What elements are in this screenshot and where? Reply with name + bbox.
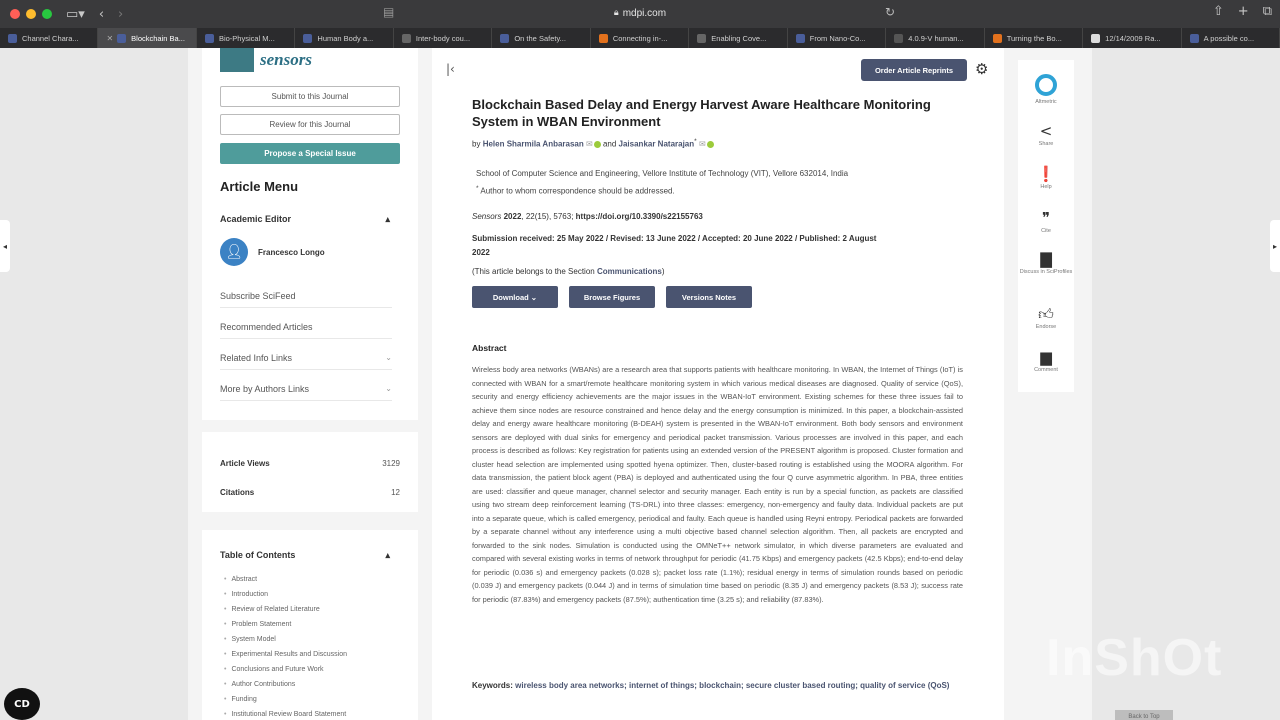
favicon-icon: [599, 34, 608, 43]
favicon-icon: [205, 34, 214, 43]
article-stats-panel: [202, 432, 418, 512]
tab-label: Blockchain Ba...: [131, 33, 185, 43]
abstract-text: Wireless body area networks (WBANs) are a research area that supports patients with healthcare monitoring. In WBAN, the Internet of Things (IoT) is connected with WBAN for a smart/remote healthcare monitoring system in which various medical diseases are diagnosed. Quality of service (QoS), security and energy efficiency achievements are the major issues in the WBAN-IoT environment. Existing schemes for these three issues fail to achieve them since nodes are resource constrained and hence delay and the energy consumption is minimized. In this paper, a blockchain-assisted delay and energy aware healthcare monitoring (B-DEAH) system is presented in the WBAN-IoT environment. Both body sensors and environment sensors are deployed with dual sinks for emergency and periodical packet transmission. Various processes are involved in this paper, and each process is described as follows: Key registration for patients using an extended version of the PRESENT algorithm is proposed. Cluster formation and cluster head selection are implemented using spotted hyena optimizer. Then, cluster-based routing is established using the MOORA algorithm. For data transmission, the patient block agent (PBA) is deployed and authenticated using the four Q curve asymmetric algorithm. In PBA, three entities are used: classifier and queue manager, channel selector and security manager. Each entity is run by a special function, as packets are classified using two stream deep reinforcement learning (TS-DRL) into three classes: emergency, non-emergency and faulty data. Individual packets are put into a separate queue, which is called emergency, periodical and faulty. Each queue is handled using Reyni entropy. Periodical packets are forwarded by a separate channel without any interference using a multi objective based channel selection algorithm. Then, all packets are encrypted and forwarded to the sink nodes. Simulation is conducted using the OMNeT++ network simulator, in which diverse parameters are evaluated and compared with several existing works in terms of network throughput for periodic (41.75 Kbps) and emergency packets (42.5 Kbps); end-to-end delay for periodic (0.036 s) and emergency packets (0.028 s); packet loss rate (1.1%); residual energy in terms of simulation rounds based on periodic (0.039 J) and emergency packets (0.044 J) and in terms of simulation time based on periodic (8.35 J) and emergency packets (8.53 J); success rate for periodic (87.83%) and emergency packets (87.5%); authentication time (3.25 s); and reliability (87.83%).: [472, 365, 963, 604]
cite-button[interactable]: [1018, 209, 1074, 235]
views-value: 3129: [382, 459, 400, 468]
discuss-button[interactable]: [1018, 250, 1074, 276]
tab-overview-icon[interactable]: ⧉: [1262, 4, 1272, 19]
browser-tab[interactable]: [1083, 28, 1181, 48]
favicon-icon: [993, 34, 1002, 43]
toc-item[interactable]: • Introduction: [224, 591, 268, 598]
tab-label: Enabling Cove...: [711, 33, 767, 43]
tab-label: 4.0.9-V human...: [908, 33, 964, 43]
window-controls: [10, 9, 52, 19]
editor-name: Francesco Longo: [258, 247, 325, 257]
back-to-top-button[interactable]: Back to Top: [1115, 710, 1173, 720]
review-journal-button[interactable]: Review for this Journal: [220, 114, 400, 135]
citation-line: [472, 212, 703, 221]
doi-link[interactable]: https://doi.org/10.3390/s22155763: [575, 212, 703, 221]
logo-text: sensors: [260, 50, 312, 69]
table-of-contents-panel: [202, 530, 418, 720]
browser-tab[interactable]: [985, 28, 1083, 48]
tab-label: Turning the Bo...: [1006, 33, 1062, 43]
sidebar-link-label: More by Authors Links: [220, 383, 310, 394]
abstract-heading: Abstract: [472, 343, 507, 353]
chevron-down-icon: ⌄: [385, 384, 392, 393]
corresponding-mark: *: [694, 138, 697, 145]
section-prefix: (This article belongs to the Section: [472, 267, 595, 276]
favicon-icon: [796, 34, 805, 43]
tool-label: Altmetric: [1035, 99, 1057, 105]
correspondence-note: Author to whom correspondence should be addressed.: [480, 186, 675, 196]
browser-tab[interactable]: [295, 28, 393, 48]
browser-tab[interactable]: [492, 28, 590, 48]
tool-label: Discuss in SciProfiles: [1019, 269, 1073, 275]
screen-recorder-icon[interactable]: CD: [4, 688, 40, 720]
tool-label: Endorse: [1035, 324, 1057, 330]
tab-label: Inter-body cou...: [415, 33, 471, 43]
altmetric-button[interactable]: [1018, 74, 1074, 106]
chevron-up-icon: ▴: [385, 550, 390, 560]
tool-label: Cite: [1041, 228, 1051, 234]
gear-icon[interactable]: ⚙: [975, 60, 989, 78]
publication-dates: Submission received: 25 May 2022 / Revised: 13 June 2022 / Accepted: 20 June 2022 / Published: 2 August 2022: [472, 234, 877, 257]
toc-item[interactable]: • Institutional Review Board Statement: [224, 711, 346, 718]
favicon-icon: [402, 34, 411, 43]
toc-item[interactable]: • System Model: [224, 636, 276, 643]
toc-item[interactable]: • Author Contributions: [224, 681, 295, 688]
favicon-icon: [697, 34, 706, 43]
toc-item[interactable]: • Problem Statement: [224, 621, 291, 628]
citations-stat[interactable]: [220, 488, 400, 497]
lock-icon: 🔒︎: [613, 8, 619, 18]
mail-icon[interactable]: ✉: [698, 139, 706, 149]
journal-name[interactable]: Sensors: [472, 212, 502, 221]
endorse-icon: 👍︎: [1038, 305, 1054, 323]
minimize-window-button[interactable]: [26, 9, 36, 19]
author-link[interactable]: Jaisankar Natarajan: [618, 139, 695, 149]
reader-icon[interactable]: ▤: [383, 5, 395, 19]
affiliation-block: [476, 166, 848, 199]
toc-item[interactable]: • Abstract: [224, 576, 257, 583]
tab-label: Human Body a...: [317, 33, 374, 43]
sidebar-link-label: Recommended Articles: [220, 321, 313, 332]
article-views-stat: [220, 459, 400, 468]
altmetric-icon: [1018, 74, 1074, 98]
author-line: [472, 138, 714, 149]
maximize-window-button[interactable]: [42, 9, 52, 19]
browser-tab[interactable]: [1182, 28, 1280, 48]
back-arrow-icon[interactable]: ‹: [98, 6, 105, 22]
share-icon: <: [1039, 122, 1053, 140]
avatar-icon: 👤︎: [220, 238, 248, 266]
help-icon: ❗: [1036, 165, 1056, 183]
browse-figures-button[interactable]: Browse Figures: [569, 286, 655, 308]
mail-icon[interactable]: ✉: [586, 139, 593, 149]
toc-item[interactable]: • Conclusions and Future Work: [224, 666, 324, 673]
browser-tab[interactable]: [98, 28, 196, 48]
right-edge-handle[interactable]: ▸: [1270, 220, 1280, 272]
cite-icon: ❞: [1041, 209, 1051, 227]
section-link[interactable]: Communications: [596, 267, 662, 276]
forward-arrow-icon[interactable]: ›: [118, 6, 124, 22]
reload-icon[interactable]: ↻: [885, 5, 896, 19]
journal-ref: , 22(15), 5763;: [521, 212, 574, 221]
comment-icon: ▆: [1040, 348, 1052, 366]
tab-label: Bio-Physical M...: [218, 33, 275, 43]
author-link[interactable]: Helen Sharmila Anbarasan: [482, 139, 584, 149]
keywords-line: [472, 679, 963, 692]
journal-year: 2022: [503, 212, 522, 221]
browser-tab[interactable]: [394, 28, 492, 48]
favicon-icon: [303, 34, 312, 43]
browser-toolbar: [0, 0, 1280, 28]
sidebar-toggle-icon[interactable]: ▭▾: [66, 6, 85, 22]
article-title: Blockchain Based Delay and Energy Harvest Aware Healthcare Monitoring System in WBAN Environment: [472, 97, 931, 129]
url-text: mdpi.com: [622, 7, 667, 19]
citations-value: 12: [391, 488, 400, 497]
discuss-icon: ▇: [1040, 250, 1052, 268]
tab-label: A possible co...: [1203, 33, 1255, 43]
toc-item[interactable]: • Experimental Results and Discussion: [224, 651, 347, 658]
browser-tab[interactable]: [886, 28, 984, 48]
chevron-up-icon: ▴: [385, 214, 390, 224]
tool-label: Comment: [1034, 367, 1058, 373]
article-panel: [432, 48, 1004, 720]
favicon-icon: [500, 34, 509, 43]
share-button[interactable]: [1018, 122, 1074, 148]
address-bar[interactable]: [380, 2, 900, 24]
inshot-watermark: InShOt: [1046, 629, 1223, 687]
sidebar-link-label: Subscribe SciFeed: [220, 290, 296, 301]
correspondence-mark: *: [476, 185, 479, 192]
browser-tab[interactable]: [591, 28, 689, 48]
article-menu-title: Article Menu: [220, 179, 299, 194]
tab-label: On the Safety...: [514, 33, 566, 43]
toc-item[interactable]: • Review of Related Literature: [224, 606, 320, 613]
chevron-down-icon: ⌄: [385, 353, 392, 362]
citations-label: Citations: [220, 488, 255, 497]
by-label: by: [472, 139, 481, 149]
left-edge-handle[interactable]: ◂: [0, 220, 10, 272]
favicon-icon: [117, 34, 126, 43]
sidebar-link[interactable]: [220, 377, 392, 401]
comment-button[interactable]: [1018, 348, 1074, 374]
orcid-icon[interactable]: [594, 141, 601, 148]
favicon-icon: [894, 34, 903, 43]
tab-strip: [0, 28, 1280, 48]
and-label: and: [602, 139, 617, 149]
new-tab-icon[interactable]: +: [1237, 4, 1249, 19]
order-reprints-button[interactable]: Order Article Reprints: [861, 59, 967, 81]
help-button[interactable]: [1018, 165, 1074, 191]
collapse-sidebar-icon[interactable]: |‹: [446, 62, 455, 76]
endorse-button[interactable]: [1018, 305, 1074, 331]
tab-label: Channel Chara...: [22, 33, 79, 43]
tool-label: Help: [1040, 184, 1052, 190]
sidebar-link-label: Related Info Links: [220, 352, 293, 363]
sidebar-link[interactable]: [220, 346, 392, 370]
section-suffix: ): [661, 267, 665, 276]
academic-editor-toggle[interactable]: [220, 214, 390, 225]
tab-label: 12/14/2009 Ra...: [1105, 33, 1161, 43]
sidebar-link[interactable]: [220, 315, 392, 339]
academic-editor-label: Academic Editor: [220, 214, 292, 224]
close-window-button[interactable]: [10, 9, 20, 19]
academic-editor[interactable]: [220, 238, 325, 266]
close-tab-icon[interactable]: ✕: [106, 33, 114, 43]
favicon-icon: [8, 34, 17, 43]
orcid-icon[interactable]: [707, 141, 714, 148]
tool-label: Share: [1038, 141, 1054, 147]
favicon-icon: [1190, 34, 1199, 43]
propose-special-issue-button[interactable]: Propose a Special Issue: [220, 143, 400, 164]
sensors-logo-icon: [220, 48, 254, 72]
views-label: Article Views: [220, 459, 270, 468]
submit-journal-button[interactable]: Submit to this Journal: [220, 86, 400, 107]
sidebar-link[interactable]: [220, 284, 392, 308]
article-tools-bar: [1018, 60, 1074, 392]
browser-tab[interactable]: [689, 28, 787, 48]
journal-logo[interactable]: [220, 48, 312, 72]
keywords-links[interactable]: wireless body area networks; internet of things; blockchain; secure cluster based routing; quality of service (QoS): [515, 681, 950, 690]
favicon-icon: [1091, 34, 1100, 43]
toc-title: Table of Contents: [220, 550, 296, 560]
browser-tab[interactable]: [0, 28, 98, 48]
tab-label: From Nano-Co...: [809, 33, 866, 43]
toc-item[interactable]: • Funding: [224, 696, 257, 703]
section-note: [472, 267, 665, 276]
browser-tab[interactable]: [197, 28, 295, 48]
browser-tab[interactable]: [788, 28, 886, 48]
toc-toggle[interactable]: [220, 550, 390, 561]
versions-notes-button[interactable]: Versions Notes: [666, 286, 752, 308]
affiliation-text: School of Computer Science and Engineering, Vellore Institute of Technology (VIT), Vellore 632014, India: [476, 169, 849, 178]
tab-label: Connecting in-...: [612, 33, 668, 43]
share-browser-icon[interactable]: ⇧: [1212, 4, 1224, 19]
keywords-label: Keywords:: [472, 681, 513, 690]
download-button[interactable]: Download ⌄: [472, 286, 558, 308]
sidebar-panel: [202, 48, 418, 420]
